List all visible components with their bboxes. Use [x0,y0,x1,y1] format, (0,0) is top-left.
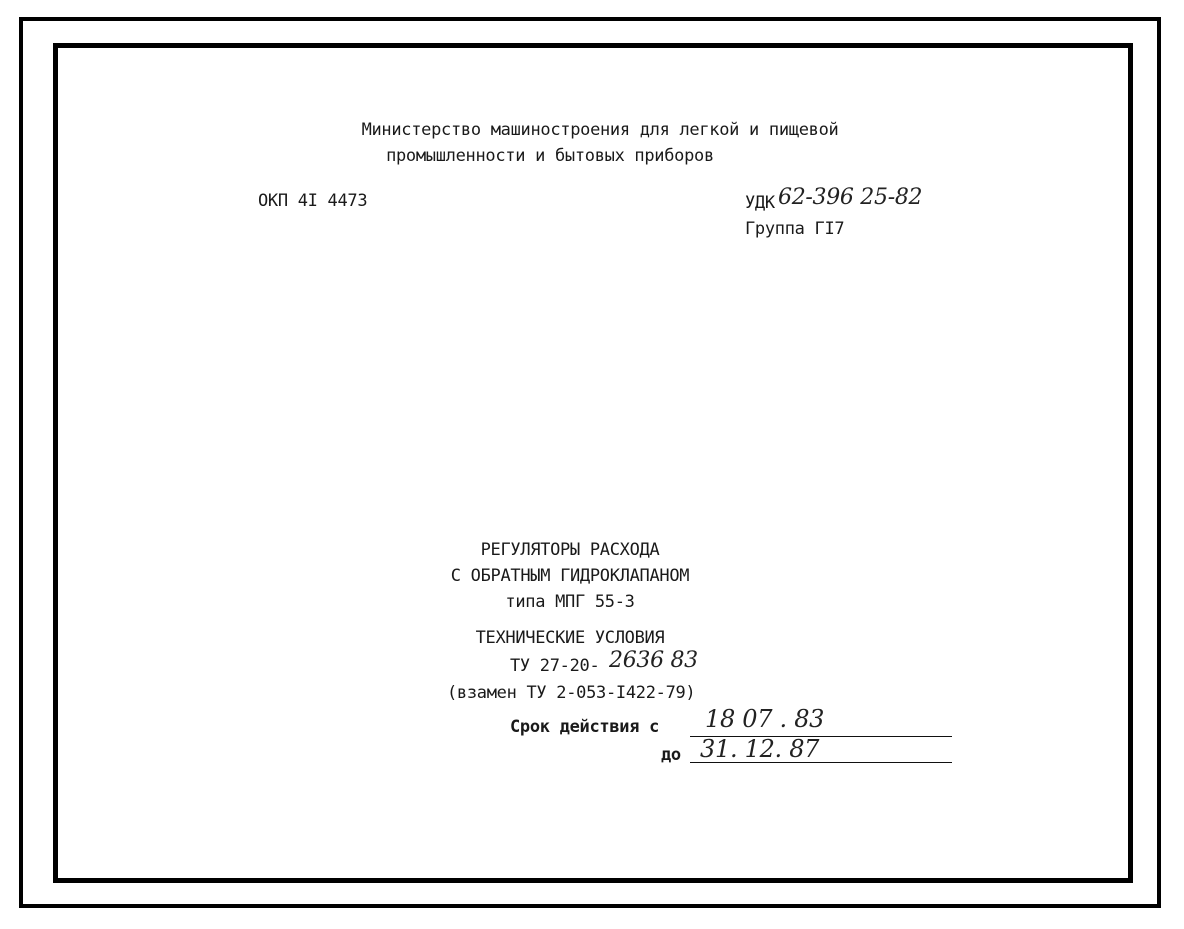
title-line-3: типа МПГ 55-3 [505,592,635,612]
validity-to-underline [690,762,952,763]
ministry-line-2: промышленности и бытовых приборов [386,146,714,166]
title-line-2: С ОБРАТНЫМ ГИДРОКЛАПАНОМ [450,566,690,586]
tu-number-prefix: ТУ 27-20- [510,656,600,676]
validity-from-date: 18 07 . 83 [705,705,825,733]
validity-to-label: до [661,745,681,765]
inner-border [53,43,1133,883]
replaces-note: (взамен ТУ 2-053-I422-79) [447,683,696,703]
okp-code: ОКП 4I 4473 [258,191,368,211]
udk-handwritten: 62-396 25-82 [778,185,923,210]
title-line-1: РЕГУЛЯТОРЫ РАСХОДА [480,540,660,560]
group-code: Группа ГI7 [745,219,845,239]
validity-from-label: Срок действия с [510,717,660,737]
ministry-line-1: Министерство машиностроения для легкой и пищевой [361,120,839,140]
tu-number-handwritten: 2636 83 [609,648,698,673]
technical-conditions: ТЕХНИЧЕСКИЕ УСЛОВИЯ [475,628,665,648]
validity-to-date: 31. 12. 87 [700,735,820,763]
udk-label: УДК [745,193,775,213]
